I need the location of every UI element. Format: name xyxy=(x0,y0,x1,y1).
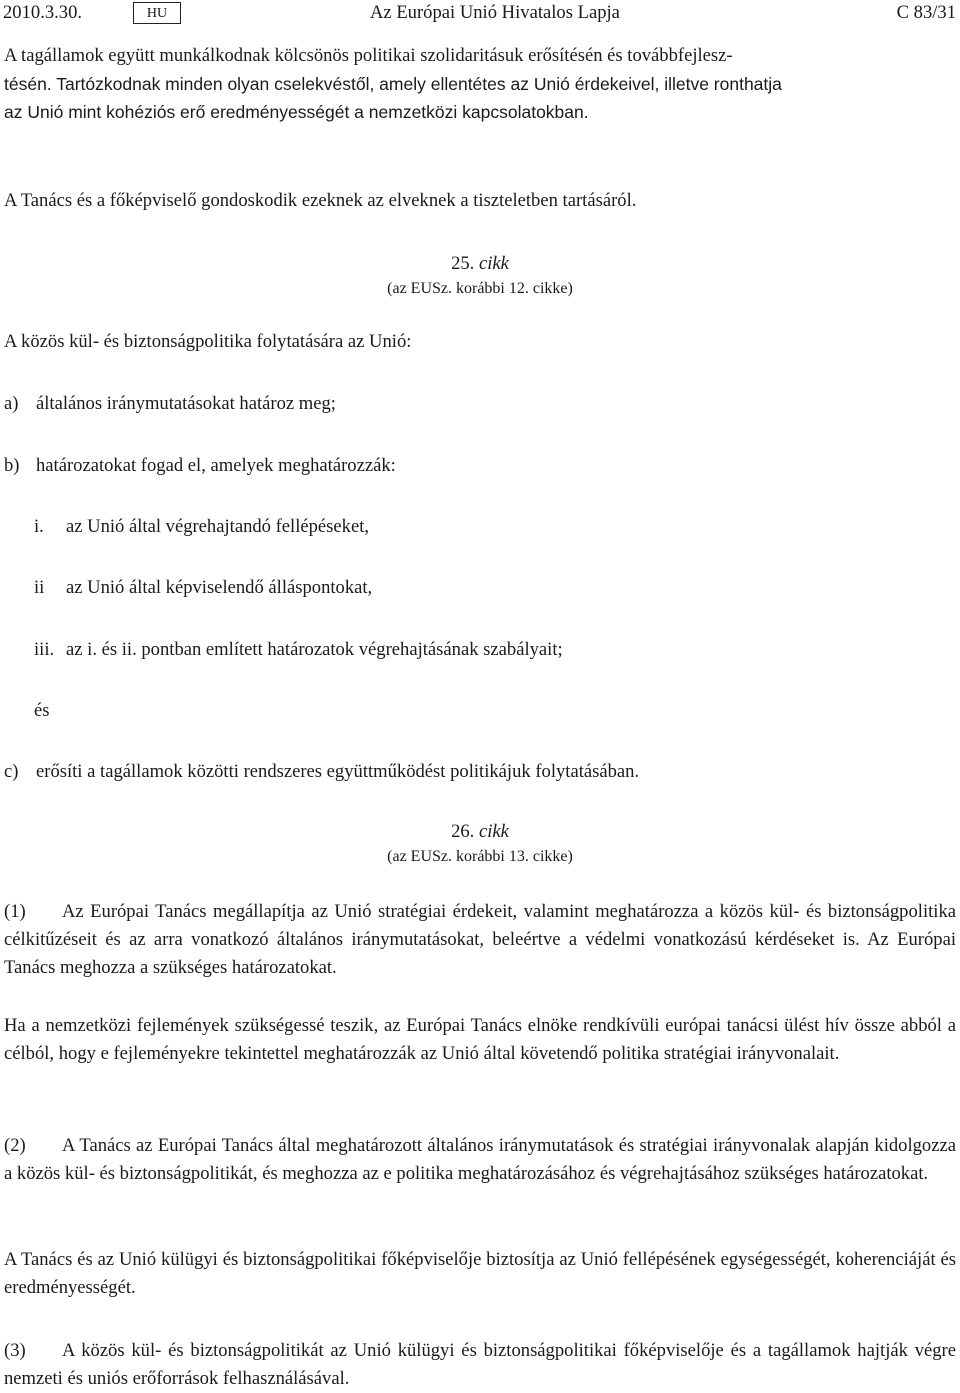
article-26-number: 26. xyxy=(451,821,475,842)
paragraph-3-number: (3) xyxy=(4,1340,26,1361)
sublist-item-i xyxy=(34,513,954,541)
sublist-item-ii xyxy=(34,574,954,602)
language-badge: HU xyxy=(133,2,181,24)
article-25-lead: A közös kül- és biztonságpolitika folytatására az Unió: xyxy=(4,331,412,352)
intro-line-1: A tagállamok együtt munkálkodnak kölcsönös politikai szolidaritásuk erősítésén és továbbfejlesz- xyxy=(4,45,733,66)
article-25-heading xyxy=(0,250,960,300)
paragraph-1-number: (1) xyxy=(4,901,26,922)
page-header xyxy=(0,2,960,26)
paragraph-3-text: A közös kül- és biztonságpolitikát az Unió külügyi és biztonságpolitikai főképviselője és a tagállamok hajtják végre nemzeti és uniós erőforrások felhasználásával. xyxy=(4,1340,956,1389)
list-item-a xyxy=(4,390,956,418)
council-paragraph: A Tanács és a főképviselő gondoskodik ezeknek az elveknek a tiszteletben tartásáról. xyxy=(4,190,637,211)
page-reference: C 83/31 xyxy=(896,2,956,23)
intro-line-2-start: tésén. xyxy=(4,74,52,94)
list-label-a: a) xyxy=(4,393,19,414)
paragraph-2-number: (2) xyxy=(4,1135,26,1156)
list-label-c: c) xyxy=(4,761,19,782)
sublist-text-ii: az Unió által képviselendő álláspontokat, xyxy=(66,577,373,598)
sublist-text-i: az Unió által végrehajtandó fellépéseket, xyxy=(66,516,370,537)
article-26-word: cikk xyxy=(478,821,509,842)
sublist-text-iii: az i. és ii. pontban említett határozatok végrehajtásának szabályait; xyxy=(66,639,563,660)
article-26-paragraph-2 xyxy=(4,1132,956,1188)
article-26-heading xyxy=(0,818,960,868)
article-26-former: (az EUSz. korábbi 13. cikke) xyxy=(387,848,573,865)
list-label-b: b) xyxy=(4,455,20,476)
list-item-c xyxy=(4,758,956,786)
sublist-label-i: i. xyxy=(34,516,44,537)
article-25-word: cikk xyxy=(478,253,509,274)
article-25-number: 25. xyxy=(451,253,475,274)
article-26-paragraph-2b: A Tanács és az Unió külügyi és biztonságpolitikai főképviselője biztosítja az Unió fellépésének egységességét, koherenciáját és eredményességét. xyxy=(4,1249,956,1298)
list-item-b xyxy=(4,452,956,480)
journal-title: Az Európai Unió Hivatalos Lapja xyxy=(370,2,620,23)
header-date: 2010.3.30. xyxy=(3,2,83,23)
sublist-label-iii: iii. xyxy=(34,639,55,660)
list-text-a: általános iránymutatásokat határoz meg; xyxy=(36,393,336,414)
intro-paragraph xyxy=(4,42,956,126)
sublist-item-iii xyxy=(34,636,954,664)
article-26-paragraph-3 xyxy=(4,1337,956,1393)
paragraph-2-text: A Tanács az Európai Tanács által meghatározott általános iránymutatások és stratégiai irányvonalak alapján kidolgozza a közös kül- és biztonságpolitikát, és meghozza az e politika meghatározásához és végrehajtásához szükséges határozatokat. xyxy=(4,1135,956,1184)
list-text-b: határozatokat fogad el, amelyek meghatározzák: xyxy=(36,455,396,476)
paragraph-1-text: Az Európai Tanács megállapítja az Unió stratégiai érdekeit, valamint meghatározza a közös kül- és biztonságpolitika célkitűzéseit és az arra vonatkozó általános iránymutatásokat, beleértve a védelmi vonatkozású kérdéseket is. Az Európai Tanács meghozza a szükséges határozatokat. xyxy=(4,901,956,978)
intro-line-2 xyxy=(4,70,956,98)
article-26-paragraph-1b: Ha a nemzetközi fejlemények szükségessé teszik, az Európai Tanács elnöke rendkívüli európai tanácsi ülést hív össze abból a célból, hogy e fejleményekre tekintettel meghatározzák az Unió által követendő politika stratégiai irányvonalait. xyxy=(4,1015,956,1064)
intro-line-2-rest: Tartózkodnak minden olyan cselekvéstől, amely ellentétes az Unió érdekeivel, illetve ronthatja xyxy=(51,74,782,94)
article-25-former: (az EUSz. korábbi 12. cikke) xyxy=(387,280,573,297)
article-26-paragraph-1 xyxy=(4,898,956,982)
sublist-label-ii: ii xyxy=(34,577,45,598)
list-text-c: erősíti a tagállamok közötti rendszeres együttműködést politikájuk folytatásában. xyxy=(36,761,640,782)
conjunction-and: és xyxy=(34,700,50,721)
intro-line-3: az Unió mint kohéziós erő eredményességét a nemzetközi kapcsolatokban. xyxy=(4,102,589,122)
